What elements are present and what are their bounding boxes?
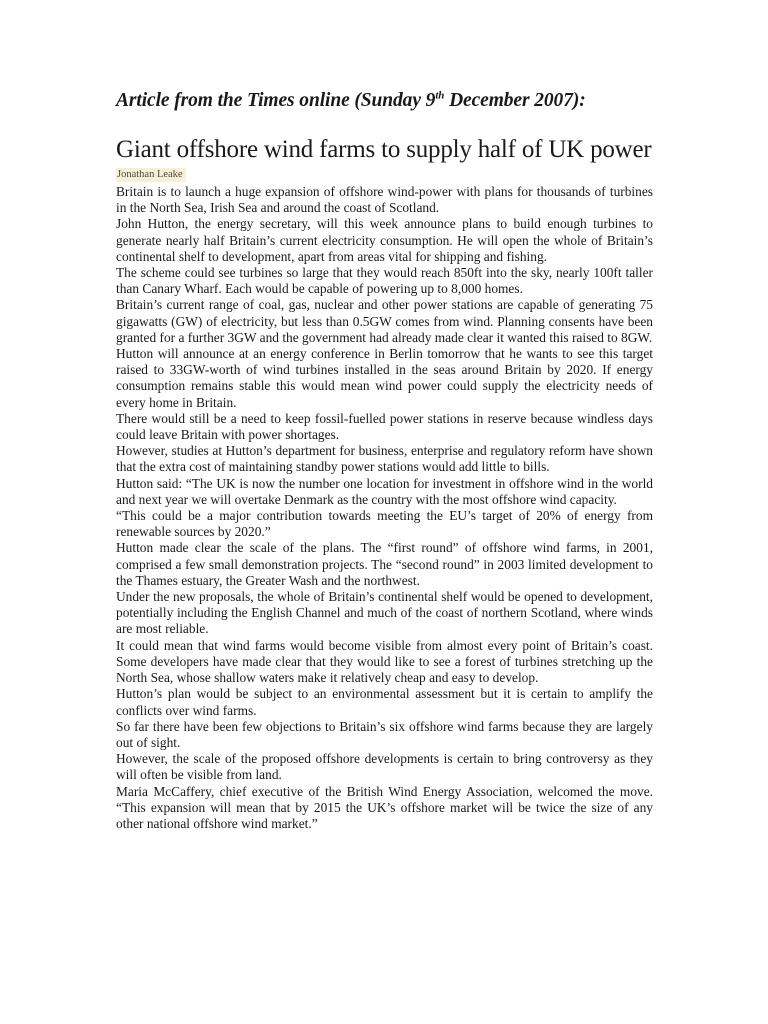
- body-paragraph: There would still be a need to keep fossil-fuelled power stations in reserve because windless days could leave Britain with power shortages.: [116, 410, 653, 443]
- source-line-suffix: December 2007):: [444, 90, 586, 111]
- article-byline: Jonathan Leake: [116, 168, 186, 182]
- body-paragraph: Britain is to launch a huge expansion of offshore wind-power with plans for thousands of turbines in the North Sea, Irish Sea and around the coast of Scotland.: [116, 184, 653, 216]
- body-paragraph: Britain’s current range of coal, gas, nuclear and other power stations are capable of generating 75 gigawatts (GW) of electricity, but less than 0.5GW comes from wind. Planning consents have been granted for a further 3GW and the government had already made clear it wanted this raised to 8GW.: [116, 297, 653, 345]
- source-line-prefix: Article from the Times online (Sunday 9: [116, 90, 436, 111]
- body-paragraph: The scheme could see turbines so large that they would reach 850ft into the sky, nearly 100ft taller than Canary Wharf. Each would be capable of powering up to 8,000 homes.: [116, 265, 653, 297]
- body-paragraph: Under the new proposals, the whole of Britain’s continental shelf would be opened to development, potentially including the English Channel and much of the coast of northern Scotland, where winds are most reliable.: [116, 589, 653, 637]
- body-paragraph: “This could be a major contribution towards meeting the EU’s target of 20% of energy from renewable sources by 2020.”: [116, 508, 653, 540]
- article-source-line: [116, 88, 653, 114]
- body-paragraph: Hutton will announce at an energy conference in Berlin tomorrow that he wants to see this target raised to 33GW-worth of wind turbines installed in the seas around Britain by 2020. If energy consumption remains stable this would mean wind power could supply the electricity needs of every home in Britain.: [116, 346, 653, 410]
- body-paragraph: So far there have been few objections to Britain’s six offshore wind farms because they are largely out of sight.: [116, 718, 653, 750]
- body-paragraph: Hutton made clear the scale of the plans. The “first round” of offshore wind farms, in 2001, comprised a few small demonstration projects. The “second round” in 2003 limited development to the Thames estuary, the Greater Wash and the northwest.: [116, 540, 653, 588]
- body-paragraph: It could mean that wind farms would become visible from almost every point of Britain’s coast. Some developers have made clear that they would like to see a forest of turbines stretching up the North Sea, whose shallow waters make it relatively cheap and easy to develop.: [116, 637, 653, 686]
- article-headline: Giant offshore wind farms to supply half of UK power: [116, 136, 652, 163]
- source-line-superscript: th: [435, 89, 445, 102]
- body-paragraph: Hutton’s plan would be subject to an environmental assessment but it is certain to amplify the conflicts over wind farms.: [116, 686, 653, 718]
- document-page: [116, 88, 653, 832]
- body-paragraph: John Hutton, the energy secretary, will this week announce plans to build enough turbines to generate nearly half Britain’s current electricity consumption. He will open the whole of Britain’s continental shelf to development, apart from areas vital for shipping and fishing.: [116, 216, 653, 264]
- body-paragraph: However, studies at Hutton’s department for business, enterprise and regulatory reform have shown that the extra cost of maintaining standby power stations would add little to bills.: [116, 443, 653, 475]
- body-paragraph: Maria McCaffery, chief executive of the British Wind Energy Association, welcomed the move. “This expansion will mean that by 2015 the UK’s offshore market will be twice the size of any other national offshore wind market.”: [116, 783, 653, 831]
- body-paragraph: However, the scale of the proposed offshore developments is certain to bring controversy as they will often be visible from land.: [116, 751, 653, 783]
- article-body: [116, 184, 653, 832]
- body-paragraph: Hutton said: “The UK is now the number one location for investment in offshore wind in the world and next year we will overtake Denmark as the country with the most offshore wind capacity.: [116, 475, 653, 507]
